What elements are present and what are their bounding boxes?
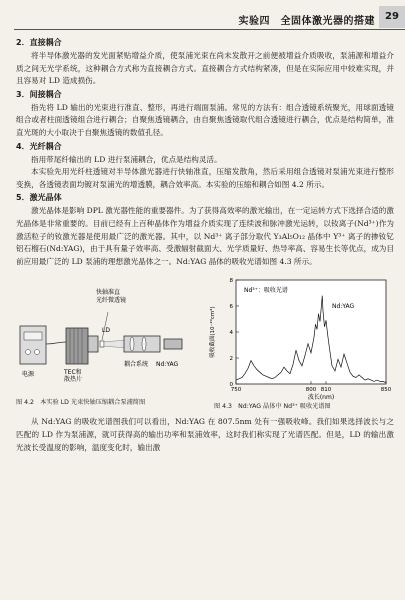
y-tick-label: 0	[229, 382, 233, 389]
x-axis-label: 波长(nm)	[307, 394, 335, 402]
figure-caption-4-3: 图 4.3 Nd:YAG 晶体中 Nd³⁺ 吸收光谱图	[214, 403, 331, 411]
y-tick-label: 8	[229, 278, 233, 285]
section-heading-crystal: 5．激光晶体	[16, 193, 62, 203]
label-lens-1: 快轴准直	[96, 289, 121, 297]
label-tec-2: 散热片	[64, 376, 83, 383]
x-tick-label: 750	[230, 387, 242, 394]
main-content	[16, 36, 394, 454]
para-fiber-2: 本实验先用光纤柱透镜对半导体激光器进行快轴准直，压缩发散角，然后采用组合透镜对泵浦光束进行整形变换，各透镜表面均镀对泵浦光的增透膜，耦合效率高。本实验的压缩和耦合如图 4.2 所示。	[16, 167, 394, 189]
page-number: 29	[379, 6, 405, 28]
section-heading-indirect: 3．间接耦合	[16, 89, 62, 99]
y-axis-label: 吸收截面(10⁻²⁰cm²)	[210, 306, 216, 358]
figure-row	[16, 274, 394, 412]
para-tail: 从 Nd:YAG 的吸收光谱图我们可以看出，Nd:YAG 在 807.5nm 处有一强吸收峰。我们如果选择波长与之匹配的 LD 作为泵浦源，就可获得高的输出功率和泵浦效率，这时我们称实现了光谱匹配。但是，LD 的输出激光波长受温度的影响，温度变化时，输出激	[16, 417, 394, 452]
chart-annotation-title: Nd³⁺：吸收光谱	[244, 287, 288, 295]
coupling-diagram	[16, 282, 196, 382]
label-lens-2: 光纤微透镜	[96, 297, 127, 305]
x-tick-label: 810	[320, 387, 332, 394]
power-supply-box	[20, 326, 46, 364]
y-tick-label: 2	[229, 356, 233, 363]
heat-sink	[66, 328, 88, 364]
nd-yag-crystal	[164, 339, 182, 349]
running-title: 实验四 全固体激光器的搭建	[238, 16, 375, 27]
plot-frame	[236, 280, 386, 384]
label-ld: LD	[102, 327, 110, 335]
figure-caption-4-2: 图 4.2 本实验 LD 光束快轴压缩耦合泵浦简图	[16, 399, 146, 407]
page-header	[0, 0, 405, 30]
x-tick-label: 850	[380, 387, 392, 394]
para-direct: 将半导体激光器的发光面紧贴增益介质，使泵浦光束在尚未发散开之前便被增益介质吸收，泵浦源和增益介质之间无光学系统，这种耦合方式称为直接耦合方式。直接耦合方式结构紧凑，但是在实际应用中较难实现，并且容易对 LD 造成损伤。	[16, 51, 394, 86]
para-indirect: 指先将 LD 输出的光束进行准直、整形，再进行端面泵浦。常见的方法有：组合透镜系统聚光，用球面透镜组合或者柱面透镜组合进行耦合；自聚焦透镜耦合，由自聚焦透镜取代组合透镜进行耦合，优点是结构简单，准直光斑的大小取决于自聚焦透镜的数值孔径。	[16, 102, 394, 137]
label-power: 电源	[22, 371, 35, 379]
header-rule	[14, 29, 405, 30]
label-crystal: Nd:YAG	[156, 361, 179, 369]
y-tick-label: 4	[229, 330, 233, 337]
y-tick-label: 6	[229, 304, 233, 311]
laser-diode	[88, 336, 98, 352]
section-heading-fiber: 4．光纤耦合	[16, 141, 62, 151]
label-tec-1: TEC和	[64, 369, 82, 377]
absorption-spectrum-chart	[206, 274, 394, 404]
label-coupling: 耦合系统	[124, 361, 149, 369]
para-fiber-1: 指用带尾纤输出的 LD 进行泵浦耦合，优点是结构灵活。	[31, 154, 222, 164]
para-crystal: 激光晶体是影响 DPL 激光器性能的重要器件。为了获得高效率的激光输出，在一定运转方式下选择合适的激光晶体是非常重要的。目前已经有上百种晶体作为增益介质实现了连续波和脉冲激光运转，以钕离子(Nd³⁺)作为激活粒子的钕激光器是使用最广泛的激光器。其中，以 Nd³⁺ 离子部分取代 Y₃Al₅O₁₂ 晶体中 Y³⁺ 离子的掺钕钇铝石榴石(Nd:YAG)，由于具有量子效率高、受激辐射截面大、光学质量好、热导率高、容易生长等优点，成为目前应用最广泛的 LD 泵浦的理想激光晶体之一。Nd:YAG 晶体的吸收光谱如图 4.3 所示。	[16, 206, 394, 266]
section-heading-direct: 2．直接耦合	[16, 38, 62, 47]
x-tick-label: 800	[305, 387, 317, 394]
cable	[46, 342, 66, 344]
fiber-lens	[100, 341, 104, 347]
chart-annotation-sample: Nd:YAG	[332, 303, 355, 311]
